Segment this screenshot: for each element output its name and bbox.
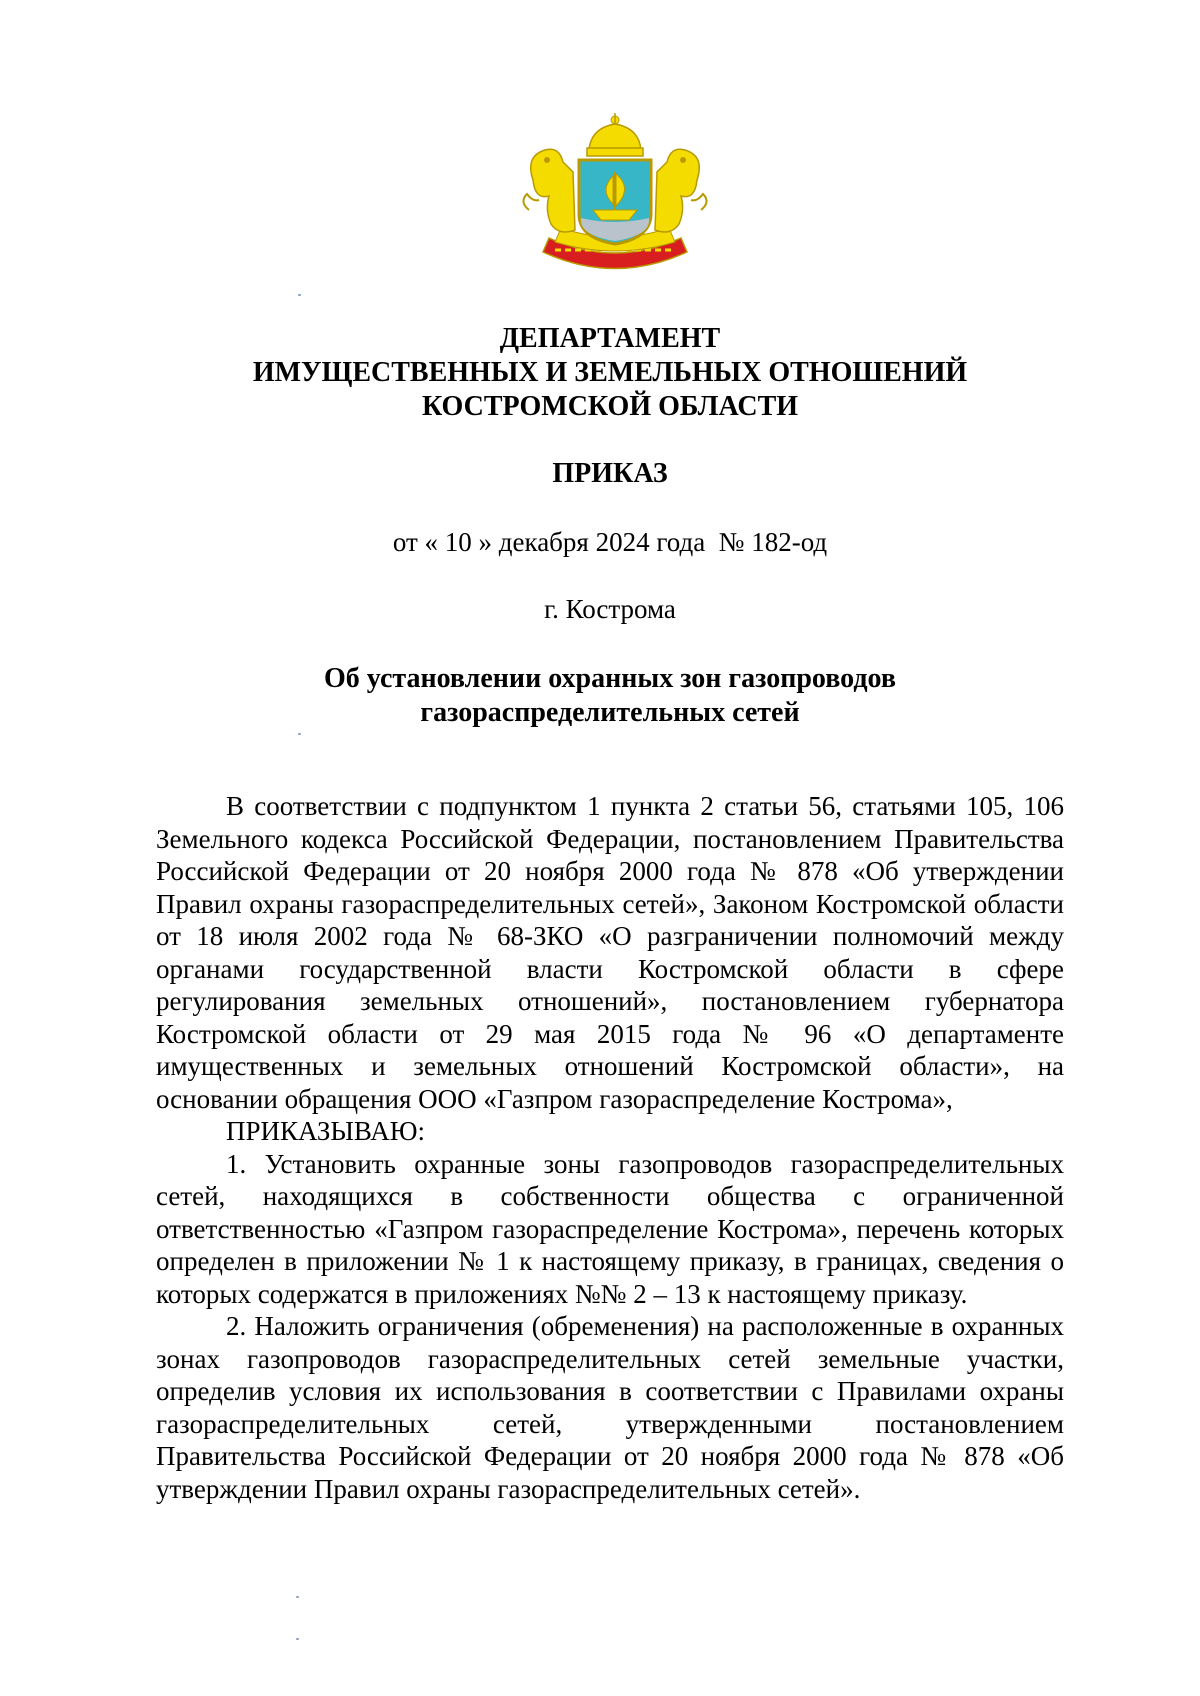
- coat-of-arms-emblem: [515, 110, 715, 280]
- order-date-number: от « 10 » декабря 2024 года № 182-од: [392, 527, 828, 557]
- heading-line: ИМУЩЕСТВЕННЫХ И ЗЕМЕЛЬНЫХ ОТНОШЕНИЙ: [252, 357, 968, 388]
- department-heading: [0, 322, 1200, 424]
- subject-line: Об установлении охранных зон газопроводов: [324, 663, 896, 694]
- heading-line: ДЕПАРТАМЕНТ: [499, 323, 721, 354]
- order-item-2: 2. Наложить ограничения (обременения) на расположенные в охранных зонах газопроводов газораспределительных сетей земельные участки, определив условия их использования в соответствии с Правилами охраны газораспределительных сетей, утвержденными постановлением Правительства Российской Федерации от 20 ноября 2000 года № 878 «Об утверждении Правил охраны газораспределительных сетей».: [156, 1311, 1064, 1504]
- order-item-1: 1. Установить охранные зоны газопроводов газораспределительных сетей, находящихся в собственности общества с ограниченной ответственностью «Газпром газораспределение Кострома», перечень которых определен в приложении № 1 к настоящему приказу, в границах, сведения о которых содержатся в приложениях №№ 2 – 13 к настоящему приказу.: [156, 1148, 1064, 1309]
- order-subject: [0, 662, 1200, 730]
- heading-line: КОСТРОМСКОЙ ОБЛАСТИ: [421, 391, 799, 422]
- subject-line: газораспределительных сетей: [420, 697, 800, 728]
- order-title: ПРИКАЗ: [552, 458, 668, 489]
- preamble-paragraph: В соответствии с подпунктом 1 пункта 2 статьи 56, статьями 105, 106 Земельного кодекса Российской Федерации, постановлением Правительства Российской Федерации от 20 ноября 2000 года № 878 «Об утверждении Правил охраны газораспределительных сетей», Законом Костромской области от 18 июля 2002 года № 68-ЗКО «О разграничении полномочий между органами государственной власти Костромской области в сфере регулирования земельных отношений», постановлением губернатора Костромской области от 29 мая 2015 года № 96 «О департаменте имущественных и земельных отношений Костромской области», на основании обращения ООО «Газпром газораспределение Кострома»,: [156, 791, 1064, 1114]
- order-word: ПРИКАЗЫВАЮ:: [226, 1116, 425, 1146]
- order-body: [156, 790, 1064, 1505]
- city-line: г. Кострома: [544, 594, 676, 624]
